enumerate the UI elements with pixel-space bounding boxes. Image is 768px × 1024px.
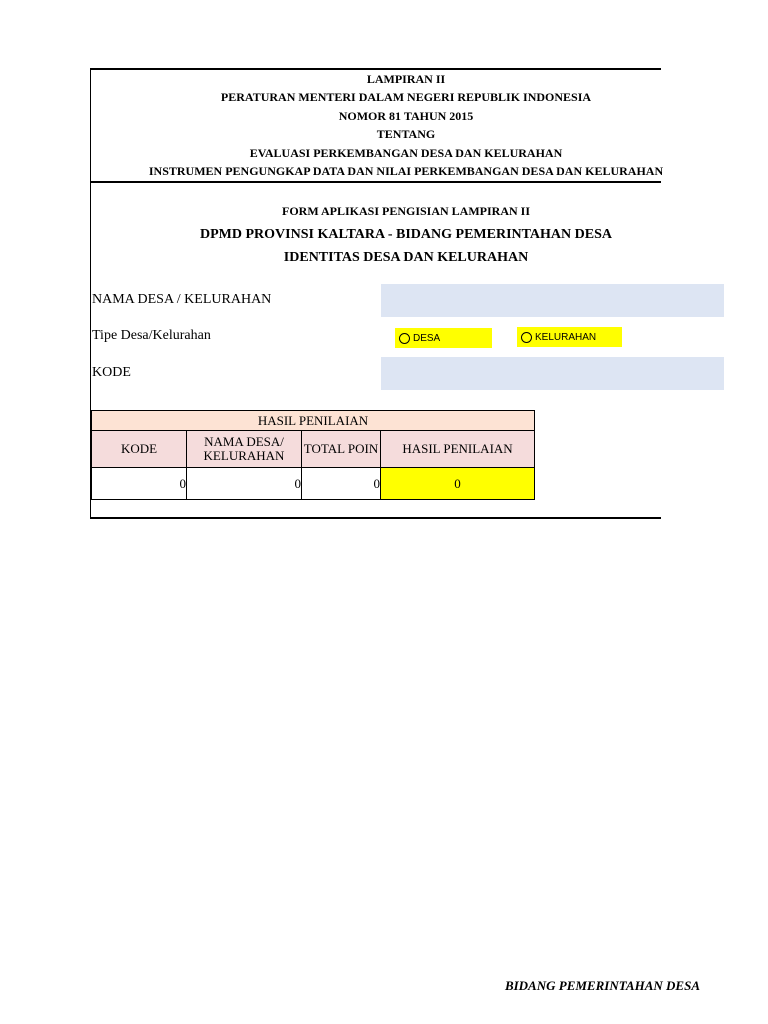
cell-kode: 0	[92, 468, 187, 500]
form-section-title: IDENTITAS DESA DAN KELURAHAN	[283, 250, 529, 265]
form-title: FORM APLIKASI PENGISIAN LAMPIRAN II	[281, 204, 531, 218]
frame-bottom-border	[90, 517, 661, 519]
table-row	[92, 468, 535, 500]
radio-circle-icon	[399, 333, 410, 344]
header-instrumen: INSTRUMEN PENGUNGKAP DATA DAN NILAI PERKEMBANGAN DESA DAN KELURAHAN	[148, 164, 664, 178]
cell-hasil: 0	[381, 468, 535, 500]
col-header-hasil: HASIL PENILAIAN	[381, 431, 535, 468]
kode-input[interactable]	[381, 357, 724, 390]
radio-desa-label: DESA	[413, 332, 441, 344]
radio-kelurahan-label: KELURAHAN	[535, 331, 597, 343]
col-header-nama: NAMA DESA/ KELURAHAN	[187, 431, 302, 468]
radio-circle-icon	[521, 332, 532, 343]
nama-desa-label: NAMA DESA / KELURAHAN	[92, 292, 272, 307]
cell-total: 0	[302, 468, 381, 500]
radio-kelurahan[interactable]	[517, 327, 622, 347]
radio-desa[interactable]	[395, 328, 492, 348]
header-peraturan: PERATURAN MENTERI DALAM NEGERI REPUBLIK INDONESIA	[220, 90, 592, 104]
footer-text: BIDANG PEMERINTAHAN DESA	[504, 978, 700, 993]
hasil-penilaian-table	[91, 410, 535, 500]
col-header-kode: KODE	[92, 431, 187, 468]
tipe-desa-label: Tipe Desa/Kelurahan	[92, 328, 211, 343]
header-evaluasi: EVALUASI PERKEMBANGAN DESA DAN KELURAHAN	[249, 146, 563, 160]
table-title: HASIL PENILAIAN	[92, 411, 535, 431]
frame-top-border	[90, 68, 661, 70]
kode-label: KODE	[92, 365, 131, 380]
header-nomor: NOMOR 81 TAHUN 2015	[338, 109, 474, 123]
nama-desa-input[interactable]	[381, 284, 724, 317]
header-divider	[90, 181, 661, 183]
form-org: DPMD PROVINSI KALTARA - BIDANG PEMERINTAHAN DESA	[200, 227, 612, 242]
header-tentang: TENTANG	[376, 127, 436, 141]
col-header-total: TOTAL POIN	[302, 431, 381, 468]
cell-nama: 0	[187, 468, 302, 500]
header-lampiran: LAMPIRAN II	[366, 72, 446, 86]
